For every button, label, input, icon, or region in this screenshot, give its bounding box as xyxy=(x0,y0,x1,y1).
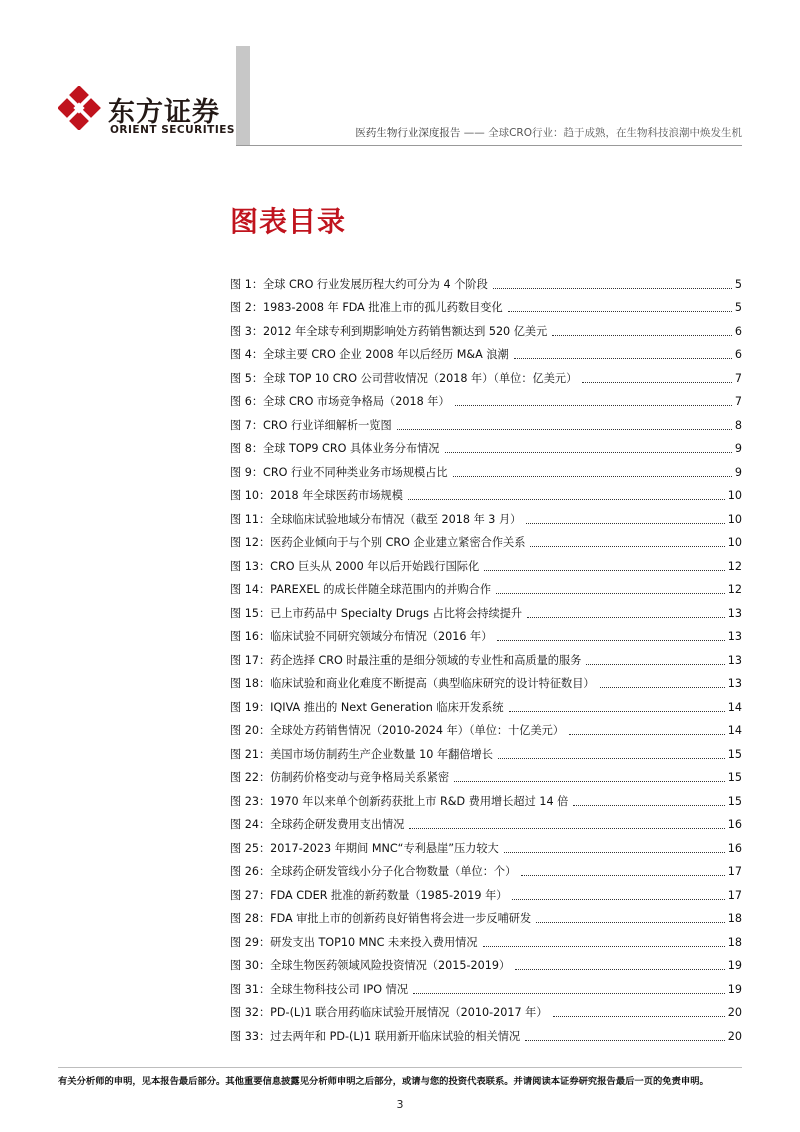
toc-entry-label: 图 13：CRO 巨头从 2000 年以后开始践行国际化 xyxy=(230,559,480,573)
toc-entry-label: 图 5：全球 TOP 10 CRO 公司营收情况（2018 年）（单位：亿美元） xyxy=(230,371,578,385)
toc-dot-leader xyxy=(536,922,725,923)
toc-entry-label: 图 23：1970 年以来单个创新药获批上市 R&D 费用增长超过 14 倍 xyxy=(230,794,569,808)
report-header xyxy=(355,125,742,140)
toc-entry[interactable] xyxy=(230,903,742,927)
toc-entry[interactable] xyxy=(230,950,742,974)
toc-entry-label: 图 26：全球药企研发管线小分子化合物数量（单位：个） xyxy=(230,865,517,878)
orient-securities-logo-icon xyxy=(58,86,102,130)
toc-dot-leader xyxy=(582,382,732,383)
toc-entry[interactable] xyxy=(230,456,742,480)
toc-entry-label: 图 11：全球临床试验地域分布情况（截至 2018 年 3 月） xyxy=(230,512,522,526)
toc-entry-page: 20 xyxy=(727,1029,742,1043)
toc-dot-leader xyxy=(455,405,732,406)
toc-entry[interactable] xyxy=(230,621,742,645)
toc-dot-leader xyxy=(509,711,725,712)
toc-dot-leader xyxy=(493,288,732,289)
toc-entry[interactable] xyxy=(230,597,742,621)
toc-entry-label: 图 1：全球 CRO 行业发展历程大约可分为 4 个阶段 xyxy=(230,277,488,291)
toc-dot-leader xyxy=(397,429,732,430)
toc-entry-page: 10 xyxy=(727,536,742,549)
toc-entry-page: 6 xyxy=(734,348,742,361)
logo-english-name: ORIENT SECURITIES xyxy=(110,124,235,136)
toc-entry-label: 图 30：全球生物医药领域风险投资情况（2015-2019） xyxy=(230,959,511,972)
toc-entry-label: 图 25：2017-2023 年期间 MNC“专利悬崖”压力较大 xyxy=(230,841,499,855)
toc-dot-leader xyxy=(483,946,725,947)
toc-dot-leader xyxy=(526,523,724,524)
toc-entry-label: 图 21：美国市场仿制药生产企业数量 10 年翻倍增长 xyxy=(230,747,493,761)
toc-entry[interactable] xyxy=(230,762,742,786)
toc-entry-label: 图 28：FDA 审批上市的创新药良好销售将会进一步反哺研发 xyxy=(230,912,532,925)
toc-entry[interactable] xyxy=(230,386,742,410)
toc-entry[interactable] xyxy=(230,997,742,1021)
toc-entry-page: 13 xyxy=(727,630,742,643)
toc-entry[interactable] xyxy=(230,433,742,457)
toc-dot-leader xyxy=(525,1040,725,1041)
toc-entry-label: 图 10：2018 年全球医药市场规模 xyxy=(230,489,403,502)
toc-entry[interactable] xyxy=(230,785,742,809)
toc-entry-label: 图 33：过去两年和 PD-(L)1 联用新开临床试验的相关情况 xyxy=(230,1029,521,1043)
toc-entry[interactable] xyxy=(230,926,742,950)
toc-dot-leader xyxy=(515,969,725,970)
toc-entry[interactable] xyxy=(230,691,742,715)
toc-entry-page: 12 xyxy=(727,559,742,573)
toc-entry-page: 20 xyxy=(727,1006,742,1019)
toc-entry-page: 5 xyxy=(734,277,742,291)
toc-entry-label: 图 6：全球 CRO 市场竞争格局（2018 年） xyxy=(230,395,450,408)
toc-entry[interactable] xyxy=(230,268,742,292)
toc-entry-label: 图 7：CRO 行业详细解析一览图 xyxy=(230,418,392,432)
toc-entry[interactable] xyxy=(230,409,742,433)
toc-entry-page: 18 xyxy=(727,912,742,925)
footer-disclaimer: 有关分析师的申明，见本报告最后部分。其他重要信息披露见分析师申明之后部分，或请与您的投资代表联系。并请阅读本证券研究报告最后一页的免责申明。 xyxy=(58,1076,709,1087)
toc-entry-page: 16 xyxy=(727,818,742,831)
toc-dot-leader xyxy=(496,593,725,594)
toc-entry[interactable] xyxy=(230,879,742,903)
toc-entry-page: 19 xyxy=(727,982,742,996)
toc-entry-label: 图 14：PAREXEL 的成长伴随全球范围内的并购合作 xyxy=(230,583,492,596)
toc-dot-leader xyxy=(586,664,724,665)
toc-entry[interactable] xyxy=(230,574,742,598)
toc-entry-page: 13 xyxy=(727,653,742,667)
logo-chinese-name: 东方证券 xyxy=(108,97,220,128)
toc-dot-leader xyxy=(445,452,732,453)
footer-divider xyxy=(58,1067,742,1068)
toc-dot-leader xyxy=(521,875,724,876)
toc-dot-leader xyxy=(484,570,725,571)
toc-list xyxy=(230,268,742,1044)
toc-dot-leader xyxy=(514,358,732,359)
toc-entry-page: 19 xyxy=(727,959,742,972)
toc-dot-leader xyxy=(454,781,725,782)
toc-dot-leader xyxy=(453,476,732,477)
header-separator: —— xyxy=(463,127,485,139)
toc-dot-leader xyxy=(573,805,724,806)
toc-entry[interactable] xyxy=(230,668,742,692)
toc-entry-label: 图 31：全球生物科技公司 IPO 情况 xyxy=(230,982,409,996)
toc-entry-label: 图 29：研发支出 TOP10 MNC 未来投入费用情况 xyxy=(230,935,478,949)
toc-entry[interactable] xyxy=(230,503,742,527)
toc-entry-label: 图 20：全球处方药销售情况（2010-2024 年）（单位：十亿美元） xyxy=(230,724,565,737)
toc-entry[interactable] xyxy=(230,644,742,668)
toc-entry-label: 图 22：仿制药价格变动与竞争格局关系紧密 xyxy=(230,771,450,784)
toc-entry[interactable] xyxy=(230,856,742,880)
header-accent-bar xyxy=(236,46,250,146)
toc-entry-page: 7 xyxy=(734,395,742,408)
toc-dot-leader xyxy=(408,499,725,500)
toc-entry-page: 13 xyxy=(727,677,742,690)
toc-entry[interactable] xyxy=(230,527,742,551)
toc-entry[interactable] xyxy=(230,715,742,739)
toc-entry-page: 10 xyxy=(727,489,742,502)
toc-entry[interactable] xyxy=(230,315,742,339)
toc-entry[interactable] xyxy=(230,480,742,504)
toc-dot-leader xyxy=(497,640,724,641)
toc-dot-leader xyxy=(504,852,725,853)
toc-entry-page: 17 xyxy=(727,888,742,902)
toc-entry-label: 图 18：临床试验和商业化难度不断提高（典型临床研究的设计特征数目） xyxy=(230,677,595,690)
toc-entry-page: 5 xyxy=(734,301,742,314)
toc-entry-page: 7 xyxy=(734,371,742,385)
toc-entry-label: 图 19：IQIVA 推出的 Next Generation 临床开发系统 xyxy=(230,700,504,714)
toc-entry-label: 图 8：全球 TOP9 CRO 具体业务分布情况 xyxy=(230,442,440,455)
page-number: 3 xyxy=(396,1098,404,1111)
toc-entry-label: 图 4：全球主要 CRO 企业 2008 年以后经历 M&A 浪潮 xyxy=(230,348,509,361)
toc-dot-leader xyxy=(508,311,732,312)
toc-entry-page: 15 xyxy=(727,794,742,808)
toc-entry-page: 9 xyxy=(734,465,742,479)
toc-entry-label: 图 3：2012 年全球专利到期影响处方药销售额达到 520 亿美元 xyxy=(230,324,548,338)
header-divider xyxy=(236,145,742,146)
toc-entry-page: 15 xyxy=(727,771,742,784)
toc-entry-page: 8 xyxy=(734,418,742,432)
toc-entry-label: 图 16：临床试验不同研究领域分布情况（2016 年） xyxy=(230,630,493,643)
toc-entry[interactable] xyxy=(230,550,742,574)
toc-entry-page: 9 xyxy=(734,442,742,455)
report-title: 全球CRO行业：趋于成熟，在生物科技浪潮中焕发生机 xyxy=(488,127,742,139)
toc-entry-label: 图 2：1983-2008 年 FDA 批准上市的孤儿药数目变化 xyxy=(230,301,503,314)
toc-dot-leader xyxy=(600,687,725,688)
toc-entry-label: 图 32：PD-(L)1 联合用药临床试验开展情况（2010-2017 年） xyxy=(230,1006,548,1019)
toc-entry-label: 图 17：药企选择 CRO 时最注重的是细分领域的专业性和高质量的服务 xyxy=(230,653,582,667)
toc-entry-page: 15 xyxy=(727,747,742,761)
toc-entry[interactable] xyxy=(230,832,742,856)
toc-entry-label: 图 24：全球药企研发费用支出情况 xyxy=(230,818,405,831)
toc-entry-page: 14 xyxy=(727,700,742,714)
toc-dot-leader xyxy=(552,335,732,336)
toc-entry[interactable] xyxy=(230,973,742,997)
toc-entry[interactable] xyxy=(230,362,742,386)
toc-entry-page: 16 xyxy=(727,841,742,855)
toc-entry[interactable] xyxy=(230,809,742,833)
toc-entry[interactable] xyxy=(230,738,742,762)
toc-entry-label: 图 27：FDA CDER 批准的新药数量（1985-2019 年） xyxy=(230,888,508,902)
toc-title: 图表目录 xyxy=(230,205,347,238)
toc-entry-label: 图 15：已上市药品中 Specialty Drugs 占比将会持续提升 xyxy=(230,606,523,620)
toc-entry-page: 12 xyxy=(727,583,742,596)
toc-entry-page: 17 xyxy=(727,865,742,878)
toc-entry-label: 图 12：医药企业倾向于与个别 CRO 企业建立紧密合作关系 xyxy=(230,536,526,549)
report-type: 医药生物行业深度报告 xyxy=(355,127,461,139)
toc-dot-leader xyxy=(409,828,724,829)
toc-entry-label: 图 9：CRO 行业不同种类业务市场规模占比 xyxy=(230,465,448,479)
toc-dot-leader xyxy=(498,758,725,759)
toc-entry[interactable] xyxy=(230,339,742,363)
toc-dot-leader xyxy=(512,899,724,900)
toc-entry-page: 13 xyxy=(727,606,742,620)
toc-entry-page: 14 xyxy=(727,724,742,737)
toc-dot-leader xyxy=(569,734,725,735)
toc-entry-page: 10 xyxy=(727,512,742,526)
toc-dot-leader xyxy=(413,993,725,994)
toc-entry[interactable] xyxy=(230,292,742,316)
toc-dot-leader xyxy=(553,1016,725,1017)
toc-entry-page: 18 xyxy=(727,935,742,949)
toc-dot-leader xyxy=(527,617,725,618)
toc-dot-leader xyxy=(530,546,724,547)
toc-entry-page: 6 xyxy=(734,324,742,338)
toc-entry[interactable] xyxy=(230,1020,742,1044)
